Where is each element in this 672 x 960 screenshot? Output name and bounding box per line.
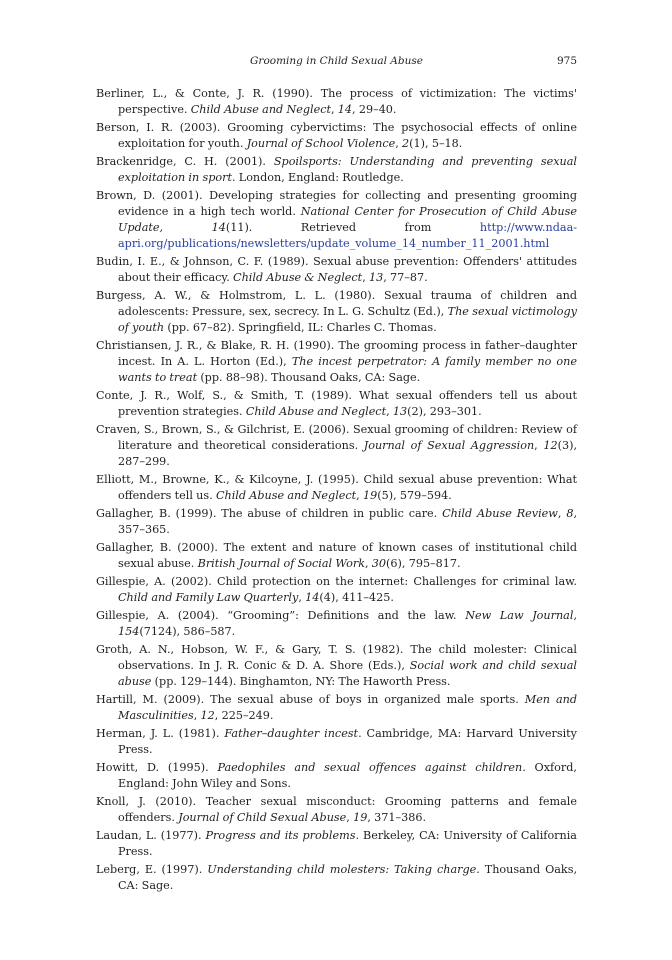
reference-italic-text: 8: [566, 507, 574, 520]
reference-italic-text: 13: [369, 271, 384, 284]
reference-text: Berliner, L., & Conte, J. R. (1990). The process of victimization: The victims' perspective.: [96, 87, 577, 116]
reference-italic-text: New Law Journal: [465, 609, 574, 622]
reference-text: ,: [557, 507, 567, 520]
reference-italic-text: 14: [305, 591, 320, 604]
reference-text: (4), 411–425.: [319, 591, 394, 604]
reference-entry: [96, 254, 577, 286]
reference-italic-text: Spoilsports: Understanding and preventing sexual exploitation in sport: [118, 155, 577, 184]
reference-text: Gallagher, B. (1999). The abuse of children in public care.: [96, 507, 443, 520]
reference-entry: [96, 288, 577, 336]
reference-text: ,: [346, 811, 354, 824]
reference-text: ,: [193, 709, 201, 722]
reference-entry: [96, 154, 577, 186]
reference-text: , 225–249.: [214, 709, 274, 722]
reference-text: Gillespie, A. (2002). Child protection on the internet: Challenges for criminal law.: [96, 575, 577, 588]
reference-text: . Oxford, England: John Wiley and Sons.: [118, 761, 577, 790]
reference-text: Herman, J. L. (1981).: [96, 727, 225, 740]
reference-italic-text: Men and Masculinities: [118, 693, 577, 722]
reference-text: (pp. 129–144). Binghamton, NY: The Haworth Press.: [151, 675, 451, 688]
reference-italic-text: Child Abuse Review: [442, 507, 558, 520]
reference-italic-text: 154: [118, 625, 140, 638]
reference-list: [96, 86, 577, 896]
reference-italic-text: Child and Family Law Quarterly: [118, 591, 299, 604]
reference-text: (2), 293–301.: [407, 405, 482, 418]
reference-text: Laudan, L. (1977).: [96, 829, 206, 842]
reference-text: ,: [362, 271, 369, 284]
reference-text: Burgess, A. W., & Holmstrom, L. L. (1980). Sexual trauma of children and adolescents: Pressure, sex, secrecy. In L. G. Schultz (Ed.),: [96, 289, 577, 318]
reference-italic-text: 12: [543, 439, 558, 452]
reference-text: (7124), 586–587.: [139, 625, 236, 638]
reference-text: . Cambridge, MA: Harvard University Press.: [118, 727, 577, 756]
reference-text: Elliott, M., Browne, K., & Kilcoyne, J. (1995). Child sexual abuse prevention: What offenders tell us.: [96, 473, 577, 502]
reference-entry: [96, 862, 577, 894]
reference-entry: [96, 540, 577, 572]
reference-text: Hartill, M. (2009). The sexual abuse of boys in organized male sports.: [96, 693, 525, 706]
reference-entry: [96, 120, 577, 152]
reference-italic-text: 13: [392, 405, 408, 418]
reference-text: ,: [298, 591, 306, 604]
reference-url-link[interactable]: http://www.ndaa-apri.org/publications/newsletters/update_volume_14_number_11_2001.html: [118, 221, 578, 250]
page-number: 975: [556, 55, 577, 67]
reference-text: Knoll, J. (2010). Teacher sexual misconduct: Grooming patterns and female offenders.: [96, 795, 577, 824]
reference-italic-text: Understanding child molesters: Taking charge: [207, 863, 477, 876]
reference-text: ,: [356, 489, 363, 502]
reference-text: , 357–365.: [118, 507, 577, 536]
reference-entry: [96, 188, 577, 252]
reference-italic-text: Child Abuse and Neglect: [215, 489, 357, 502]
reference-entry: [96, 828, 577, 860]
reference-italic-text: Paedophiles and sexual offences against children: [217, 761, 523, 774]
reference-entry: [96, 760, 577, 792]
reference-text: Gillespie, A. (2004). “Grooming”: Definitions and the law.: [96, 609, 466, 622]
reference-entry: [96, 422, 577, 470]
reference-text: Groth, A. N., Hobson, W. F., & Gary, T. S. (1982). The child molester: Clinical observations. In J. R. Conic & D. A. Shore (Eds.),: [96, 643, 577, 672]
reference-text: . Thousand Oaks, CA: Sage.: [118, 863, 578, 892]
reference-italic-text: 30: [371, 557, 387, 570]
reference-text: (5), 579–594.: [377, 489, 452, 502]
reference-entry: [96, 506, 577, 538]
reference-italic-text: Social work and child sexual abuse: [118, 659, 578, 688]
reference-entry: [96, 692, 577, 724]
reference-italic-text: Child Abuse & Neglect: [233, 271, 363, 284]
reference-italic-text: Child Abuse and Neglect: [190, 103, 331, 116]
reference-italic-text: 19: [353, 811, 368, 824]
reference-text: (pp. 88–98). Thousand Oaks, CA: Sage.: [197, 371, 421, 384]
reference-text: Christiansen, J. R., & Blake, R. H. (1990). The grooming process in father–daughter incest. In A. L. Horton (Ed.),: [96, 339, 577, 368]
reference-text: Berson, I. R. (2003). Grooming cybervictims: The psychosocial effects of online exploitation for youth.: [96, 121, 577, 150]
reference-italic-text: Father–daughter incest: [224, 727, 359, 740]
reference-italic-text: 2: [402, 137, 410, 150]
reference-italic-text: British Journal of Social Work: [197, 557, 365, 570]
reference-text: Conte, J. R., Wolf, S., & Smith, T. (1989). What sexual offenders tell us about prevention strategies.: [96, 389, 577, 418]
reference-entry: [96, 338, 577, 386]
reference-italic-text: 14: [337, 103, 353, 116]
reference-text: Howitt, D. (1995).: [96, 761, 218, 774]
reference-entry: [96, 86, 577, 118]
reference-text: , 371–386.: [367, 811, 427, 824]
reference-italic-text: Child Abuse and Neglect: [245, 405, 387, 418]
reference-text: (pp. 67–82). Springfield, IL: Charles C. Thomas.: [164, 321, 437, 334]
reference-text: , 77–87.: [383, 271, 428, 284]
reference-text: ,: [573, 609, 577, 622]
reference-text: ,: [534, 439, 544, 452]
reference-entry: [96, 794, 577, 826]
reference-text: Budin, I. E., & Johnson, C. F. (1989). Sexual abuse prevention: Offenders' attitudes about their efficacy.: [96, 255, 577, 284]
reference-italic-text: National Center for Prosecution of Child Abuse Update, 14: [118, 205, 578, 234]
reference-entry: [96, 574, 577, 606]
reference-text: Brackenridge, C. H. (2001).: [96, 155, 274, 168]
reference-italic-text: Progress and its problems: [205, 829, 356, 842]
reference-text: (3), 287–299.: [118, 439, 577, 468]
reference-text: ,: [386, 405, 393, 418]
running-title: Grooming in Child Sexual Abuse: [250, 55, 423, 67]
reference-entry: [96, 726, 577, 758]
reference-text: Leberg, E. (1997).: [96, 863, 208, 876]
reference-text: Craven, S., Brown, S., & Gilchrist, E. (2006). Sexual grooming of children: Review of literature and theoretical considerations.: [96, 423, 577, 452]
reference-entry: [96, 388, 577, 420]
reference-entry: [96, 642, 577, 690]
reference-text: (11). Retrieved from: [225, 221, 480, 234]
reference-italic-text: The sexual victimology of youth: [118, 305, 578, 334]
reference-italic-text: 19: [362, 489, 378, 502]
reference-text: ,: [330, 103, 338, 116]
reference-text: , 29–40.: [352, 103, 397, 116]
reference-italic-text: 12: [200, 709, 215, 722]
reference-text: . Berkeley, CA: University of California Press.: [118, 829, 577, 858]
reference-italic-text: Journal of School Violence: [246, 137, 396, 150]
reference-italic-text: The incest perpetrator: A family member no one wants to treat: [118, 355, 577, 384]
reference-italic-text: Journal of Sexual Aggression: [363, 439, 535, 452]
reference-italic-text: Journal of Child Sexual Abuse: [178, 811, 347, 824]
reference-text: (6), 795–817.: [386, 557, 461, 570]
reference-text: Brown, D. (2001). Developing strategies for collecting and presenting grooming evidence in a high tech world.: [96, 189, 577, 218]
page-header: [96, 54, 577, 70]
reference-text: (1), 5–18.: [409, 137, 463, 150]
reference-text: ,: [364, 557, 372, 570]
reference-text: ,: [395, 137, 403, 150]
reference-entry: [96, 472, 577, 504]
reference-text: . London, England: Routledge.: [231, 171, 404, 184]
reference-entry: [96, 608, 577, 640]
reference-text: Gallagher, B. (2000). The extent and nature of known cases of institutional child sexual abuse.: [96, 541, 577, 570]
